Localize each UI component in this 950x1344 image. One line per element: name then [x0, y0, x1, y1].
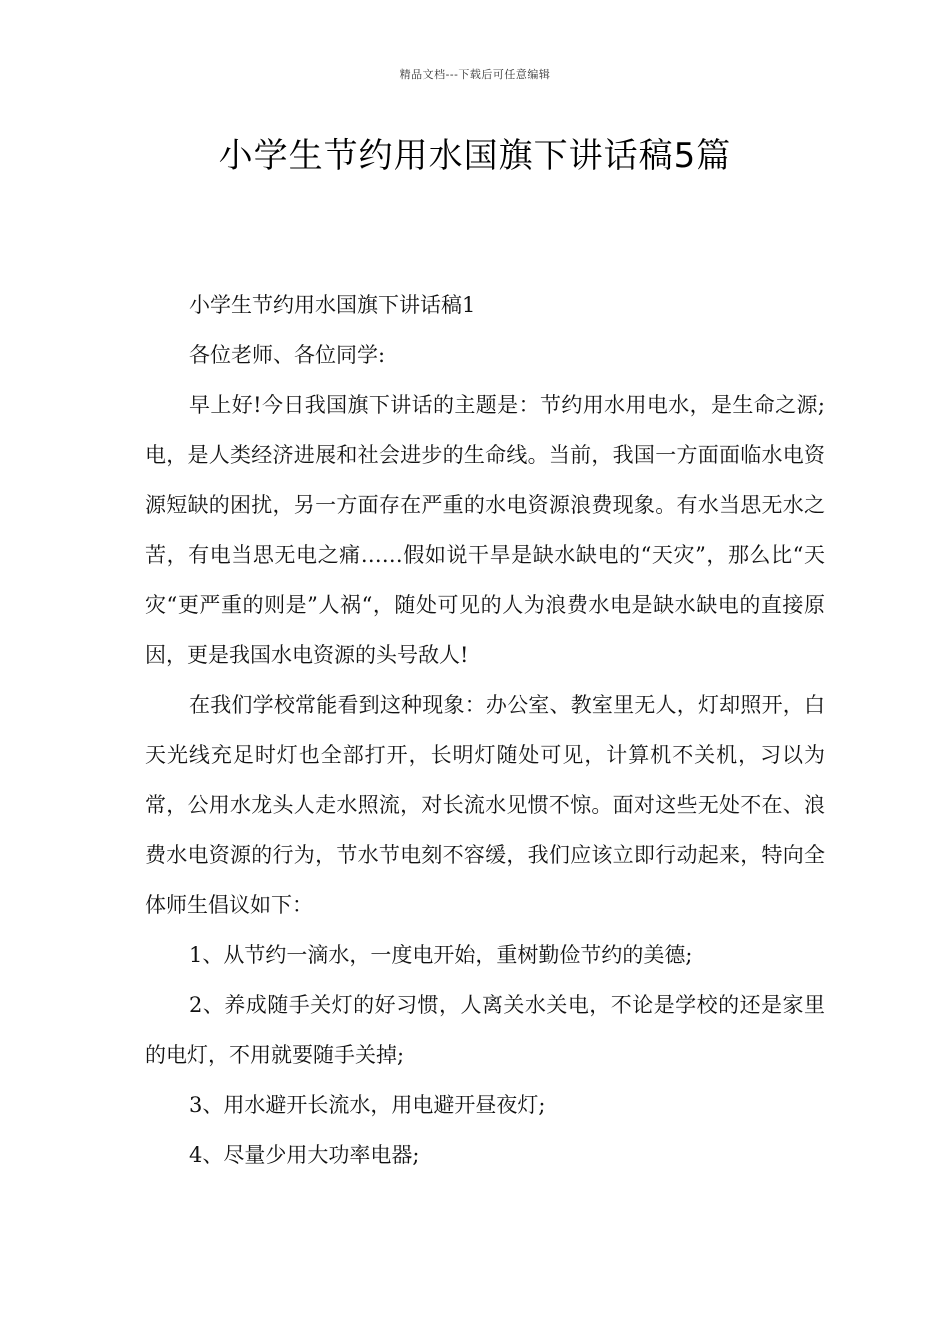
header-note: 精品文档---下载后可任意编辑: [399, 68, 551, 81]
body-paragraph: 早上好!今日我国旗下讲话的主题是：节约用水用电水，是生命之源;电，是人类经济进展和社会进步的生命线。当前，我国一方面面临水电资源短缺的困扰，另一方面存在严重的水电资源浪费现象。有水当思无水之苦，有电当思无电之痛……假如说干旱是缺水缺电的“天灾”，那么比“天灾“更严重的则是”人祸“，随处可见的人为浪费水电是缺水缺电的直接原因，更是我国水电资源的头号敌人!: [145, 393, 825, 667]
list-item: 2、养成随手关灯的好习惯，人离关水关电，不论是学校的还是家里的电灯，不用就要随手关掉;: [145, 993, 825, 1067]
salutation: 各位老师、各位同学:: [189, 343, 386, 367]
body-paragraph: 在我们学校常能看到这种现象：办公室、教室里无人，灯却照开，白天光线充足时灯也全部打开，长明灯随处可见，计算机不关机，习以为常，公用水龙头人走水照流，对长流水见惯不惊。面对这些无处不在、浪费水电资源的行为，节水节电刻不容缓，我们应该立即行动起来，特向全体师生倡议如下：: [145, 693, 825, 917]
document-title: 小学生节约用水国旗下讲话稿5篇: [218, 136, 732, 176]
list-item: 1、从节约一滴水，一度电开始，重树勤俭节约的美德;: [189, 943, 693, 967]
document-body: [145, 280, 825, 1180]
section-heading: 小学生节约用水国旗下讲话稿1: [189, 293, 476, 317]
list-item: 3、用水避开长流水，用电避开昼夜灯;: [189, 1093, 546, 1117]
list-item: 4、尽量少用大功率电器;: [189, 1143, 420, 1167]
